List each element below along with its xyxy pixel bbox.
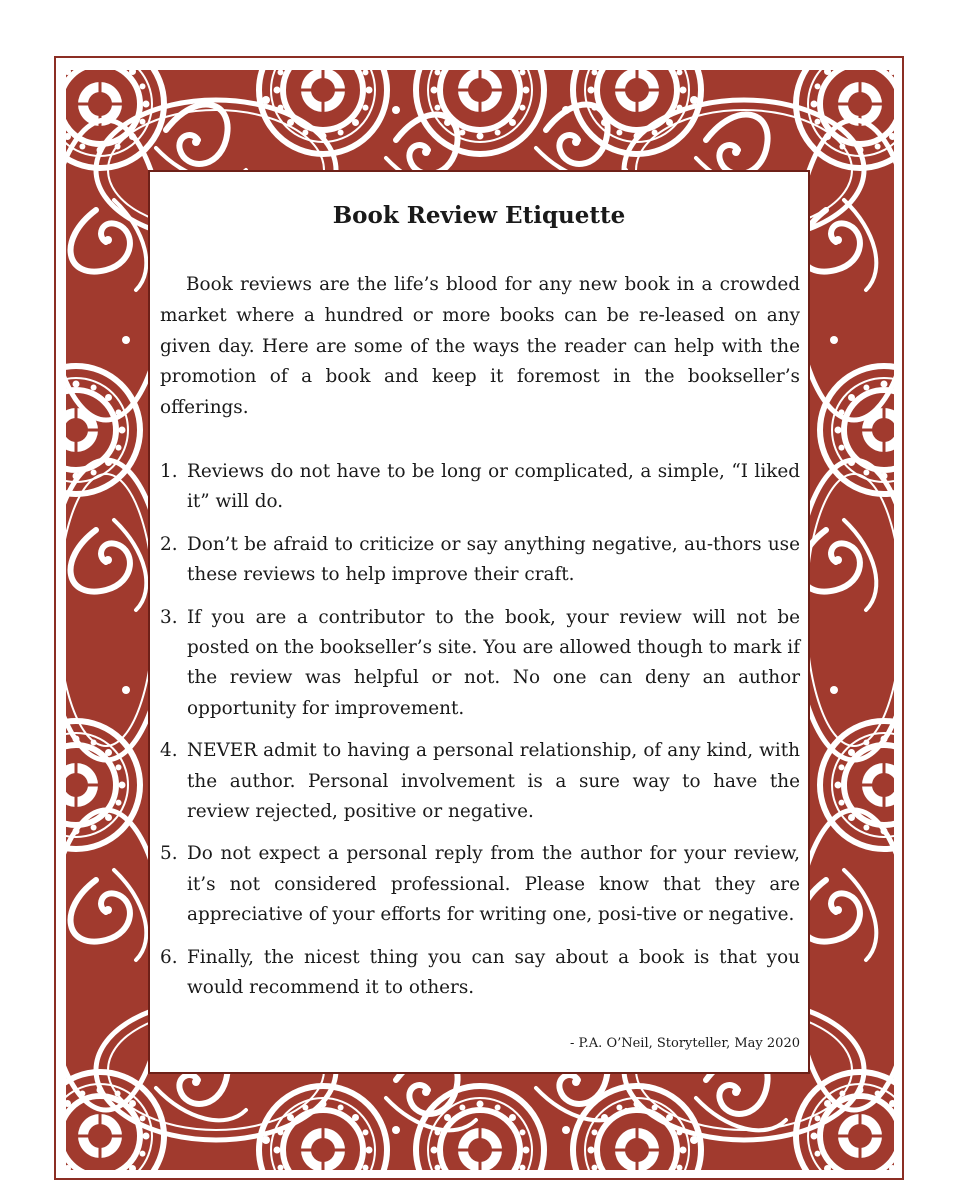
list-item-text: NEVER admit to having a personal relationship, of any kind, with the author. Personal involvement is a sure way to have the review rejected, positive or negative. — [187, 740, 800, 823]
list-item-number: 5. — [160, 843, 178, 865]
list-item-text: Do not expect a personal reply from the author for your review, it’s not considered professional. Please know that they are appreciative of your efforts for writing one, posi-tive or negative. — [187, 843, 800, 926]
list-item-number: 3. — [160, 606, 178, 628]
list-item-text: Finally, the nicest thing you can say about a book is that you would recommend it to others. — [187, 946, 800, 999]
list-item — [160, 943, 800, 1004]
list-item — [160, 736, 800, 827]
list-item — [160, 530, 800, 591]
list-item-text: Reviews do not have to be long or complicated, a simple, “I liked it” will do. — [187, 461, 800, 513]
list-item-number: 2. — [160, 533, 178, 555]
list-item-text: Don’t be afraid to criticize or say anything negative, au-thors use these reviews to help improve their craft. — [187, 533, 800, 586]
list-item-number: 6. — [160, 946, 178, 968]
list-item — [160, 839, 800, 930]
intro-paragraph: Book reviews are the life’s blood for any new book in a crowded market where a hundred or more books can be re-leased on any given day. Here are some of the ways the reader can help with the promotion of a book and keep it foremost in the bookseller’s offerings. — [160, 274, 800, 419]
list-item-text: If you are a contributor to the book, your review will not be posted on the bookseller’s site. You are allowed though to mark if the review was helpful or not. No one can deny an author opportunity for improvement. — [187, 606, 800, 719]
etiquette-list — [160, 457, 800, 1016]
list-item — [160, 603, 800, 725]
signature: - P.A. O’Neil, Storyteller, May 2020 — [570, 1036, 800, 1051]
list-item-number: 1. — [160, 461, 178, 482]
list-item — [160, 457, 800, 518]
document-title: Book Review Etiquette — [332, 202, 626, 229]
list-item-number: 4. — [160, 740, 178, 762]
content-panel — [148, 170, 810, 1074]
